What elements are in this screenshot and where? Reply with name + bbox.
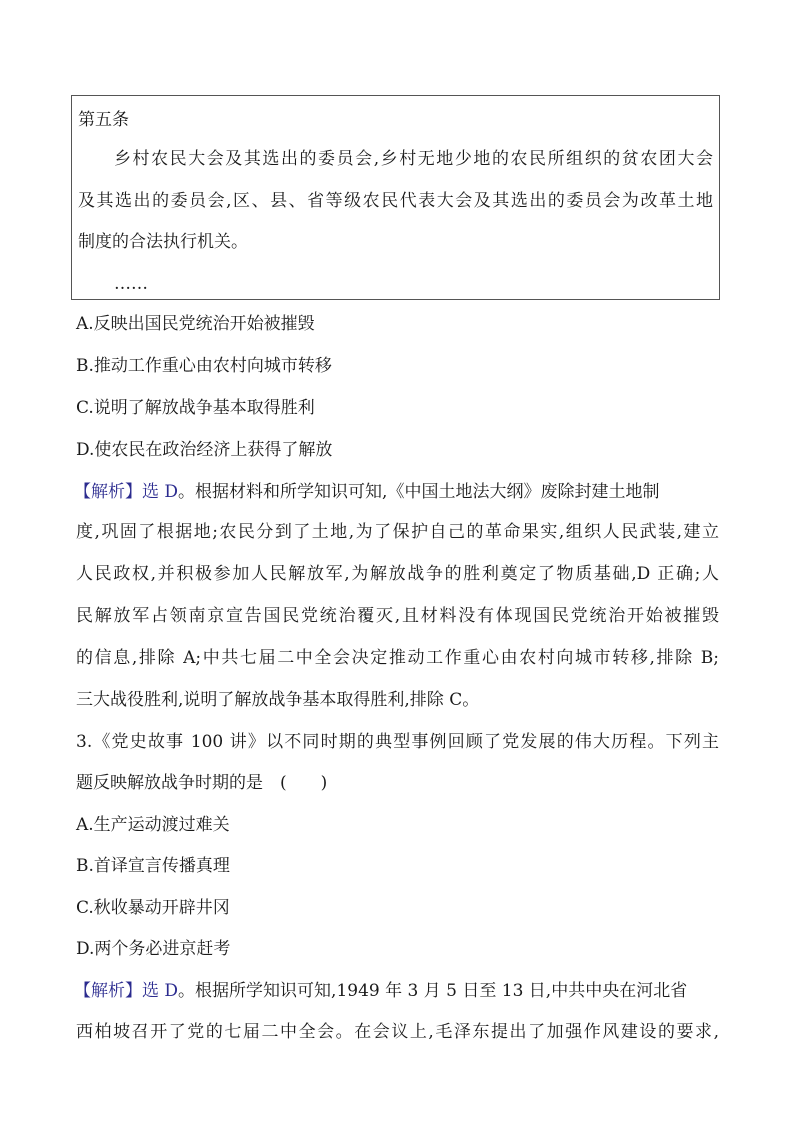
q2-option-c: C.说明了解放战争基本取得胜利	[76, 398, 315, 418]
q2-analysis-line-6: 三大战役胜利,说明了解放战争基本取得胜利,排除 C。	[76, 690, 480, 710]
q2-option-d: D.使农民在政治经济上获得了解放	[76, 440, 333, 460]
q3-option-c: C.秋收暴动开辟井冈	[76, 898, 230, 918]
q3-option-d: D.两个务必进京赶考	[76, 939, 231, 959]
quote-heading: 第五条	[78, 110, 129, 130]
q2-analysis-line-3: 人民政权,并积极参加人民解放军,为解放战争的胜利奠定了物质基础,D 正确;人	[76, 564, 719, 584]
q3-stem-line-2: 题反映解放战争时期的是 ( )	[76, 773, 328, 793]
q3-option-a: A.生产运动渡过难关	[76, 815, 230, 835]
analysis-text: 。根据材料和所学知识可知,《中国土地法大纲》废除封建土地制	[178, 482, 660, 502]
analysis-answer: 选 D	[142, 981, 179, 1001]
quote-line-2: 及其选出的委员会,区、县、省等级农民代表大会及其选出的委员会为改革土地	[78, 190, 713, 211]
q3-option-b: B.首译宣言传播真理	[76, 856, 230, 876]
q3-stem-line-1: 3.《党史故事 100 讲》以不同时期的典型事例回顾了党发展的伟大历程。下列主	[76, 732, 719, 752]
q2-option-b: B.推动工作重心由农村向城市转移	[76, 356, 332, 376]
analysis-label: 【解析】	[74, 482, 142, 502]
q2-analysis-line-2: 度,巩固了根据地;农民分到了土地,为了保护自己的革命果实,组织人民武装,建立	[76, 522, 719, 542]
q2-analysis-line-1	[74, 480, 659, 504]
quote-ellipsis: ……	[114, 273, 148, 294]
analysis-label: 【解析】	[74, 981, 142, 1001]
q2-analysis-line-4: 民解放军占领南京宣告国民党统治覆灭,且材料没有体现国民党统治开始被摧毁	[76, 606, 719, 626]
quote-line-1: 乡村农民大会及其选出的委员会,乡村无地少地的农民所组织的贫农团大会	[114, 149, 713, 169]
quote-box	[71, 95, 720, 300]
q3-analysis-line-2: 西柏坡召开了党的七届二中全会。在会议上,毛泽东提出了加强作风建设的要求,	[76, 1022, 719, 1042]
q3-analysis-line-1	[74, 979, 687, 1003]
q2-analysis-line-5: 的信息,排除 A;中共七届二中全会决定推动工作重心由农村向城市转移,排除 B;	[76, 648, 719, 668]
analysis-answer: 选 D	[142, 482, 179, 502]
quote-line-3: 制度的合法执行机关。	[78, 232, 248, 252]
q2-option-a: A.反映出国民党统治开始被摧毁	[76, 314, 315, 334]
analysis-text: 。根据所学知识可知,1949 年 3 月 5 日至 13 日,中共中央在河北省	[178, 981, 688, 1001]
